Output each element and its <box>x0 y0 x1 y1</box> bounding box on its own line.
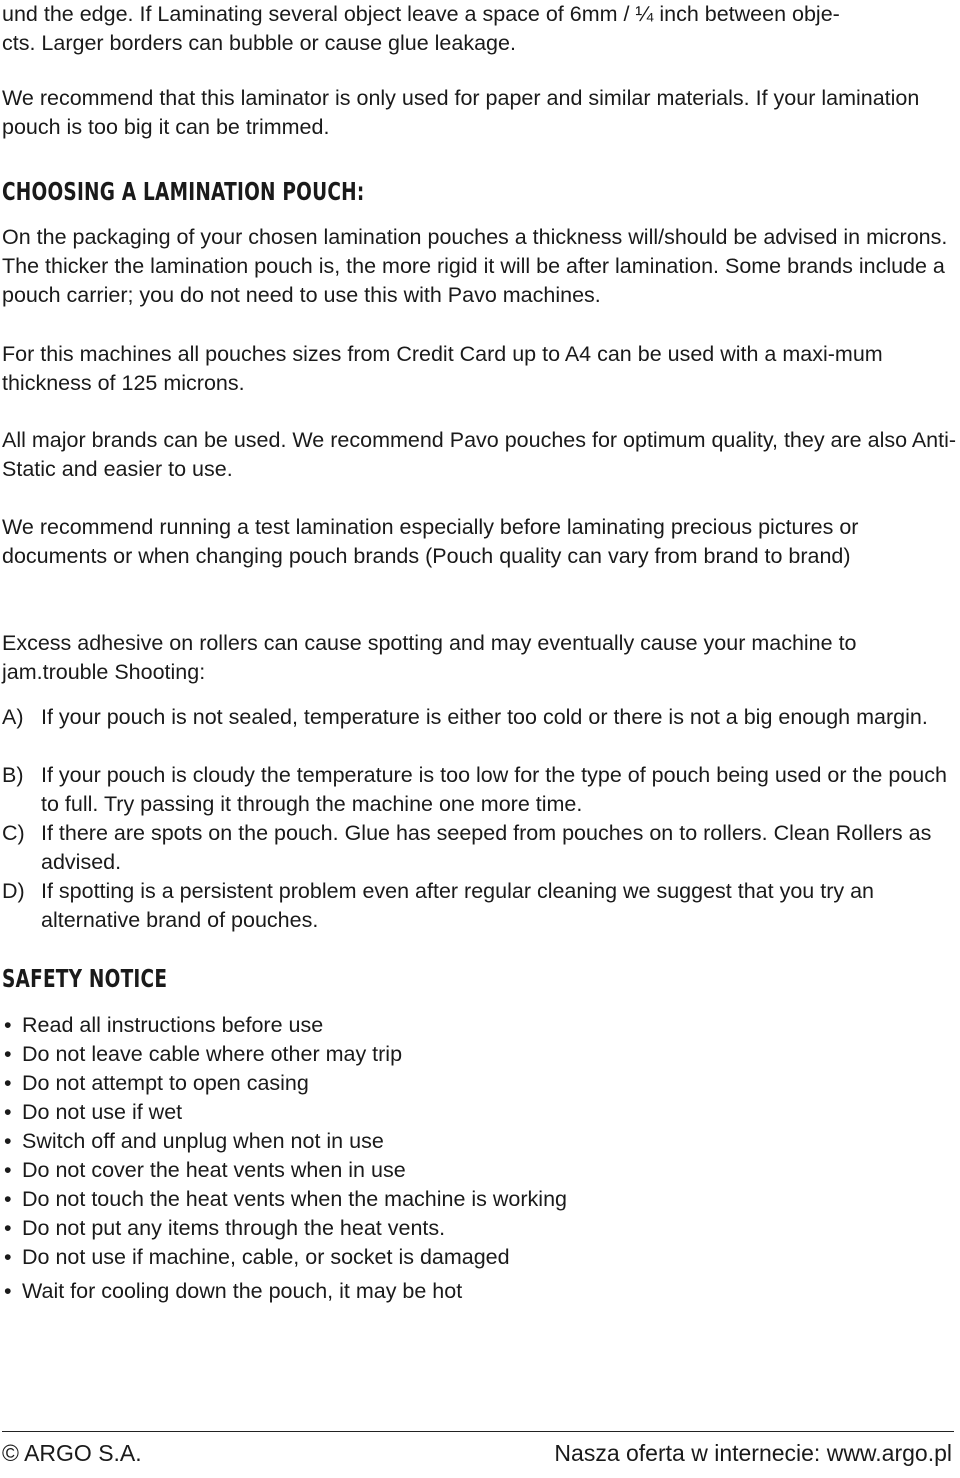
footer-copyright: © ARGO S.A. <box>2 1440 142 1466</box>
item-text: If spotting is a persistent problem even after regular cleaning we suggest that you try an alternative brand of pouches. <box>41 879 874 932</box>
item-marker: A) <box>2 705 24 729</box>
item-text: If your pouch is not sealed, temperature is either too cold or there is not a big enough margin. <box>41 705 928 729</box>
bullet-icon: • <box>4 1042 12 1066</box>
recommend-paragraph: We recommend that this laminator is only used for paper and similar materials. If your lamination pouch is too big it can be trimmed. <box>2 86 920 139</box>
item-marker: D) <box>2 879 25 903</box>
safety-item: • Do not leave cable where other may trip <box>2 1040 902 1069</box>
footer-website: Nasza oferta w internecie: www.argo.pl <box>554 1440 952 1466</box>
safety-item: • Read all instructions before use <box>2 1011 902 1040</box>
safety-item: • Do not put any items through the heat vents. <box>2 1214 902 1243</box>
item-text: If your pouch is cloudy the temperature is too low for the type of pouch being used or the pouch to full. Try passing it through the machine one more time. <box>41 763 947 816</box>
bullet-icon: • <box>4 1071 12 1095</box>
safety-item: • Do not use if machine, cable, or socket is damaged <box>2 1243 902 1272</box>
bullet-icon: • <box>4 1100 12 1124</box>
choosing-paragraph-2: For this machines all pouches sizes from Credit Card up to A4 can be used with a maxi-mum thickness of 125 microns. <box>2 342 883 395</box>
bullet-icon: • <box>4 1013 12 1037</box>
safety-item: • Do not cover the heat vents when in use <box>2 1156 902 1185</box>
safety-item: • Switch off and unplug when not in use <box>2 1127 902 1156</box>
safety-item: • Do not use if wet <box>2 1098 902 1127</box>
safety-item: • Wait for cooling down the pouch, it may be hot <box>2 1277 902 1306</box>
troubleshooting-item-a <box>2 703 957 732</box>
bullet-icon: • <box>4 1129 12 1153</box>
choosing-paragraph-1: On the packaging of your chosen lamination pouches a thickness will/should be advised in microns. The thicker the lamination pouch is, the more rigid it will be after lamination. Some brands include a pouch carrier; you do not need to use this with Pavo machines. <box>2 225 948 307</box>
bullet-icon: • <box>4 1187 12 1211</box>
bullet-icon: • <box>4 1279 12 1303</box>
choosing-paragraph-3: All major brands can be used. We recommend Pavo pouches for optimum quality, they are also Anti-Static and easier to use. <box>2 428 957 481</box>
intro-line-1: und the edge. If Laminating several object leave a space of 6mm / ¼ inch between obje- <box>2 2 840 26</box>
choosing-paragraph-4: We recommend running a test lamination especially before laminating precious pictures or documents or when changing pouch brands (Pouch quality can vary from brand to brand) <box>2 515 859 568</box>
bullet-icon: • <box>4 1245 12 1269</box>
safety-item: • Do not touch the heat vents when the machine is working <box>2 1185 902 1214</box>
troubleshooting-item-b <box>2 761 957 819</box>
footer-divider <box>2 1431 954 1432</box>
safety-item: • Do not attempt to open casing <box>2 1069 902 1098</box>
choosing-paragraph-5: Excess adhesive on rollers can cause spotting and may eventually cause your machine to jam.trouble Shooting: <box>2 631 857 684</box>
safety-heading: SAFETY NOTICE <box>2 964 168 993</box>
bullet-icon: • <box>4 1158 12 1182</box>
intro-line-2: cts. Larger borders can bubble or cause glue leakage. <box>2 31 516 55</box>
choosing-heading: CHOOSING A LAMINATION POUCH: <box>2 177 365 206</box>
item-marker: B) <box>2 763 24 787</box>
bullet-icon: • <box>4 1216 12 1240</box>
item-marker: C) <box>2 821 25 845</box>
troubleshooting-item-c <box>2 819 957 877</box>
intro-paragraph <box>2 0 957 58</box>
item-text: If there are spots on the pouch. Glue has seeped from pouches on to rollers. Clean Rollers as advised. <box>41 821 932 874</box>
troubleshooting-item-d <box>2 877 957 935</box>
